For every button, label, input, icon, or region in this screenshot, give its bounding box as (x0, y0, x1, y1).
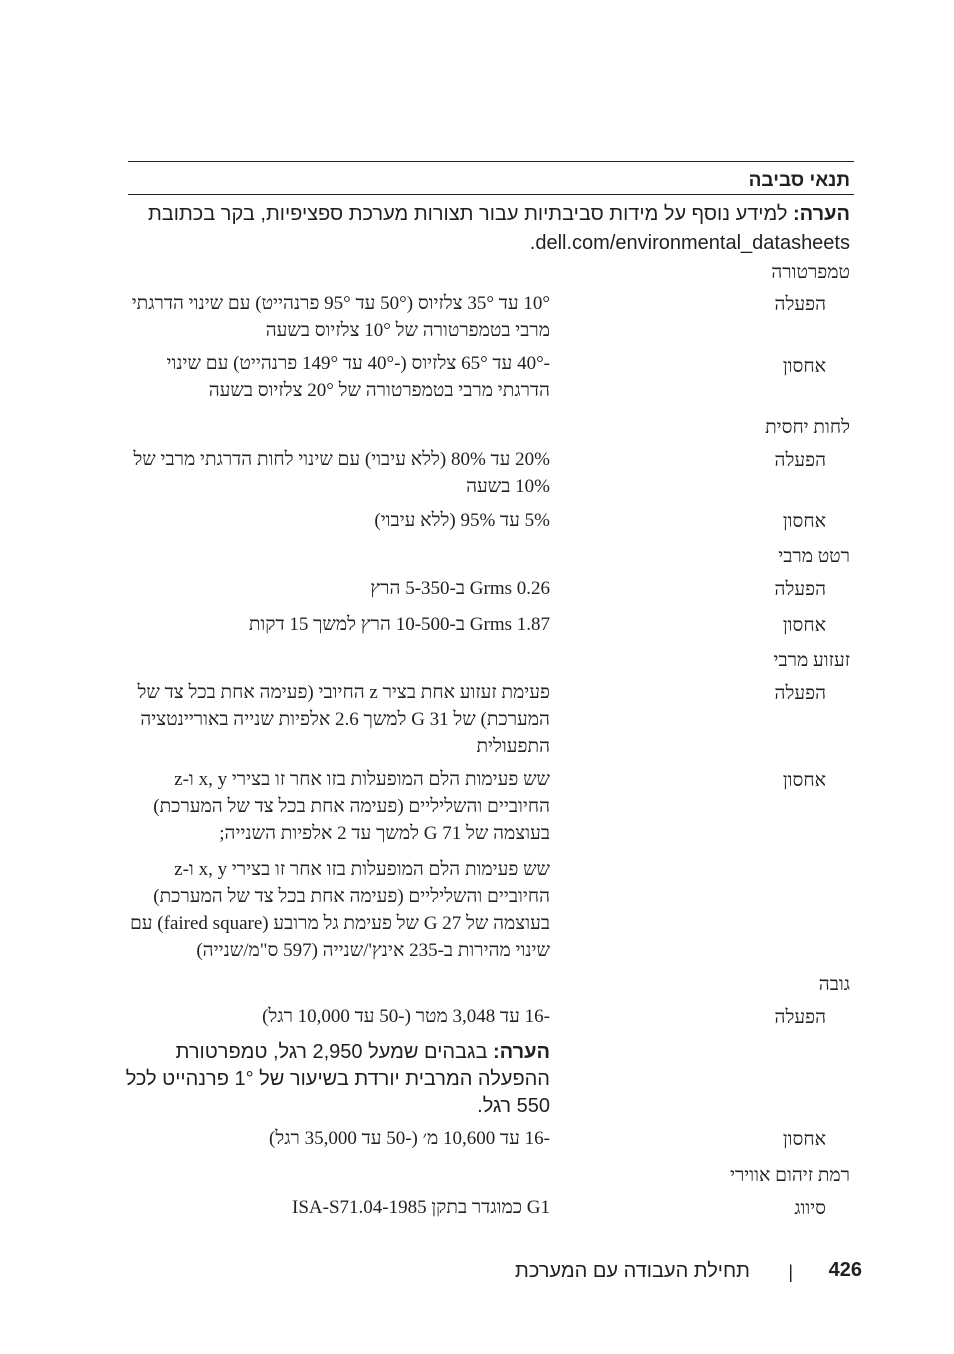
humidity-operating-value: 20% עד 80% (ללא עיבוי) עם שינוי לחות הדרגתי מרבי של 10% בשעה (133, 449, 550, 497)
altitude-heading: גובה (818, 974, 850, 995)
humidity-storage-label: אחסון (782, 511, 826, 532)
temperature-storage-label: אחסון (782, 356, 826, 377)
footer-separator: | (788, 1262, 793, 1282)
page-number: 426 (828, 1259, 862, 1281)
contaminant-class-label: סיווג (794, 1198, 826, 1219)
shock-storage-value-1: שש פעימות הלם המופעלות בזו אחר זו בצירי x, y ו-z החיוביים והשליליים (פעימה אחת בכל צד של המערכת) בעוצמה של 71 G למשך עד 2 אלפיות השנייה; (153, 769, 550, 844)
section-title: תנאי סביבה (748, 170, 850, 191)
vibration-storage-value: 1.87 Grms ב-10-500 הרץ למשך 15 דקות (248, 614, 550, 635)
shock-heading: זעזוע מרבי (773, 650, 850, 671)
temperature-operating-value: 10° עד 35° צלזיוס (50° עד 95° פרנהייט) עם שינוי הדרגתי מרבי בטמפרטורה של 10° צלזיוס בשעה (131, 293, 550, 341)
temperature-operating-label: הפעלה (774, 294, 826, 315)
vibration-storage-label: אחסון (782, 615, 826, 636)
altitude-storage-value: -16 עד 10,600 מ׳ (-50 עד 35,000 רגל) (269, 1128, 550, 1149)
altitude-note (120, 1039, 550, 1120)
temperature-storage-value: -40° עד 65° צלזיוס (-40° עד 149° פרנהייט) עם שינוי הדרגתי מרבי בטמפרטורה של 20° צלזיוס בשעה (166, 353, 550, 401)
top-rule (128, 161, 854, 162)
humidity-heading: לחות יחסית (765, 417, 850, 438)
temperature-heading: טמפרטורה (771, 262, 850, 283)
altitude-storage-label: אחסון (782, 1129, 826, 1150)
shock-storage-value-2: שש פעימות הלם המופעלות בזו אחר זו בצירי x, y ו-z החיוביים והשליליים (פעימה אחת בכל צד של המערכת) בעוצמה של 27 G של פעימת גל מרובע (faired square) עם שינוי מהירות ב-235 אינץ'/שנייה (597 ס"מ/שנייה) (129, 859, 550, 961)
altitude-note-text: בגבהים שמעל 2,950 רגל, טמפרטורת ההפעלה המרבית יורדת בשיעור של 1° פרנהייט לכל 550 רגל. (125, 1041, 550, 1117)
altitude-note-label: הערה: (493, 1041, 550, 1063)
title-rule (128, 194, 854, 195)
humidity-storage-value: 5% עד 95% (ללא עיבוי) (374, 510, 550, 531)
vibration-operating-value: 0.26 Grms ב-5-350 הרץ (370, 578, 550, 599)
humidity-operating-label: הפעלה (774, 450, 826, 471)
altitude-operating-value: -16 עד 3,048 מטר (-50 עד 10,000 רגל) (262, 1006, 550, 1027)
footer-title: תחילת העבודה עם המערכת (515, 1260, 750, 1282)
vibration-operating-label: הפעלה (774, 579, 826, 600)
shock-storage-label: אחסון (782, 770, 826, 791)
contaminant-class-value: G1 כמוגדר בתקן ISA-S71.04-1985 (292, 1197, 550, 1218)
shock-operating-value: פעימת זעזוע אחת בציר z החיובי (פעימה אחת בכל צד של המערכת) של 31 G למשך 2.6 אלפיות שנייה באוריינטציה התפעולית (137, 682, 550, 757)
environmental-note (140, 200, 850, 258)
contaminant-heading: רמת זיהום אווירי (729, 1165, 850, 1186)
note-text: למידע נוסף על מידות סביבתיות עבור תצורות מערכת ספציפיות, בקר בכתובת dell.com/environmental_datasheets. (147, 203, 850, 254)
vibration-heading: רטט מרבי (778, 546, 850, 567)
note-label: הערה: (793, 203, 850, 225)
altitude-operating-label: הפעלה (774, 1007, 826, 1028)
shock-operating-label: הפעלה (774, 683, 826, 704)
